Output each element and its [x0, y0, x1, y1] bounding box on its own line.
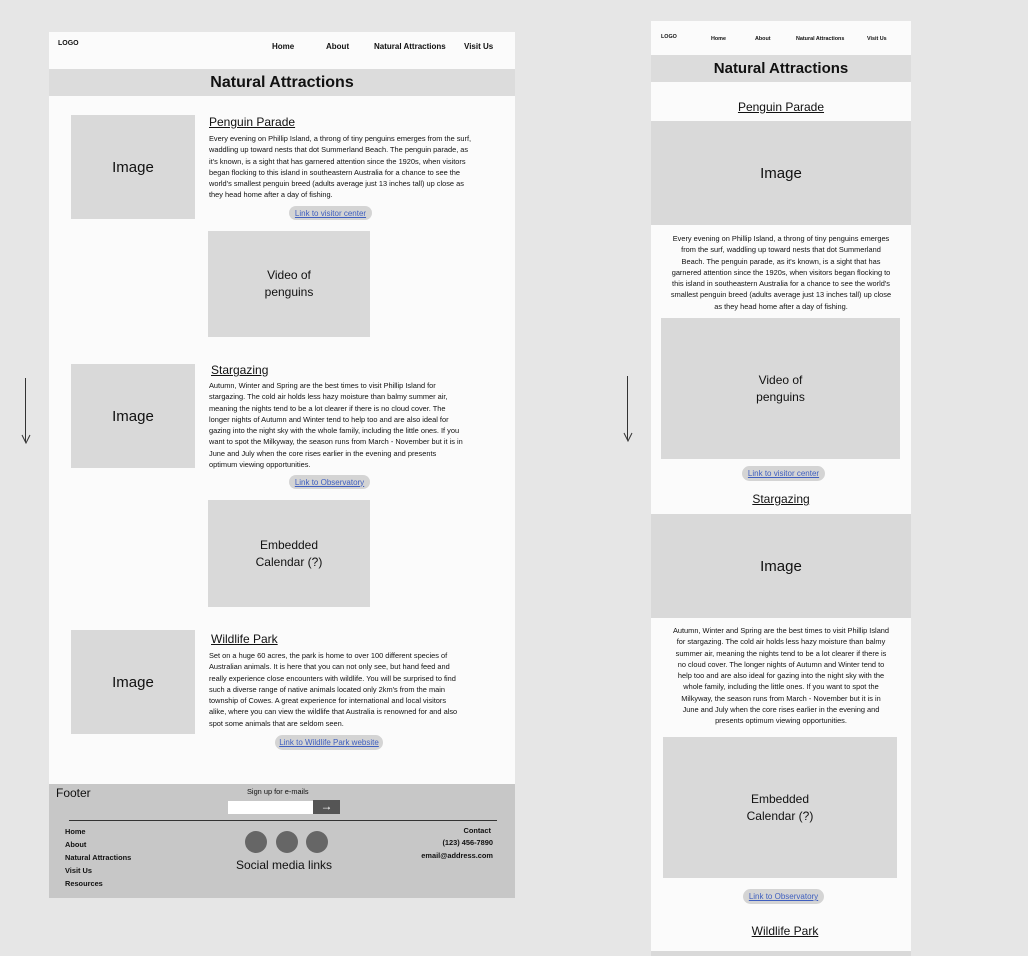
desktop-nav-visit-us[interactable]: Visit Us: [464, 42, 494, 51]
scroll-down-arrow-icon-mobile: [622, 376, 634, 442]
social-icon-3[interactable]: [306, 831, 328, 853]
desktop-title-bar: [49, 69, 515, 96]
footer-link-about[interactable]: About: [65, 840, 87, 849]
footer-submit-button[interactable]: [313, 800, 340, 814]
mobile-stargazing-title[interactable]: Stargazing: [752, 492, 810, 506]
desktop-page-title: Natural Attractions: [210, 73, 354, 91]
mobile-nav-about[interactable]: About: [755, 36, 771, 42]
desktop-nav-natural-attractions[interactable]: Natural Attractions: [374, 42, 446, 51]
footer-link-home[interactable]: Home: [65, 827, 86, 836]
desktop-link-visitor-center[interactable]: Link to visitor center: [289, 206, 372, 220]
desktop-logo[interactable]: LOGO: [58, 40, 79, 47]
footer-divider: [69, 820, 497, 821]
footer-email-input[interactable]: [228, 801, 313, 814]
mobile-stargazing-text: Autumn, Winter and Spring are the best times to visit Phillip Island for stargazing. The cold air holds less hazy moisture than balmy summer air, meaning the nights tend to be a lot clearer if there is no cloud cover. The longer nights of Autumn and Winter tend to help too and are also ideal for gazing into the night sky with the whole family, including the little ones. If you want to spot the Milkyway, the season runs from March - November but it is in June and July when the core rises earlier in the evening and presents optimum viewing opportunities.: [672, 626, 890, 726]
desktop-stargazing-title[interactable]: Stargazing: [211, 363, 269, 377]
mobile-page-title: Natural Attractions: [713, 60, 849, 77]
footer-contact-title: Contact: [463, 826, 491, 835]
mobile-link-observatory[interactable]: Link to Observatory: [743, 889, 824, 904]
mobile-embedded-calendar: Embedded Calendar (?): [663, 737, 897, 878]
footer-label: Footer: [56, 786, 91, 800]
footer-social-label: Social media links: [236, 858, 333, 872]
footer-signup-label: Sign up for e-mails: [247, 787, 309, 796]
footer-link-visit-us[interactable]: Visit Us: [65, 866, 92, 875]
desktop-wildlife-title[interactable]: Wildlife Park: [211, 632, 278, 646]
social-icon-1[interactable]: [245, 831, 267, 853]
footer-contact-email[interactable]: email@address.com: [421, 851, 493, 860]
desktop-wildlife-image: Image: [71, 630, 195, 734]
desktop-video-penguins: Video of penguins: [208, 231, 370, 337]
desktop-footer: [49, 784, 515, 898]
mobile-wildlife-title[interactable]: Wildlife Park: [751, 924, 819, 938]
desktop-nav-about[interactable]: About: [326, 42, 350, 51]
mobile-title-bar: [651, 55, 911, 82]
desktop-wildlife-text: Set on a huge 60 acres, the park is home to over 100 different species of Australian animals. It is here that you can not only see, but hand feed and really experience close encounters with wildlife. You will be surprised to find such a diverse range of native animals located only 2km's from the main township of Cowes. A great experience for international and local visitors alike, where you can view the wildlife that Australia is renowned for and also spot some animals that are seldom seen.: [209, 651, 458, 728]
desktop-nav-home[interactable]: Home: [272, 42, 295, 51]
mobile-penguin-text: Every evening on Phillip Island, a throng of tiny penguins emerges from the surf, waddling up toward nests that dot Summerland Beach. The penguin parade, as it's known, is a sight that has garnered attention since the 1920s, when visitors began flocking to this island in southeastern Australia for a chance to see the world's smallest penguin breed (adults average just 13 inches tall) up close as they head home after a day of fishing.: [670, 234, 892, 311]
desktop-stargazing-text: Autumn, Winter and Spring are the best times to visit Phillip Island for stargazing. The cold air holds less hazy moisture than balmy summer air, meaning the nights tend to be a lot clearer if there is no cloud cover. The longer nights of Autumn and Winter tend to help too and are also ideal for gazing into the night sky with the whole family, including the little ones. If you want to spot the Milkyway, the season runs from March - November but it is in June and July when the core rises earlier in the evening and presents optimum viewing opportunities.: [209, 381, 463, 470]
footer-link-natural-attractions[interactable]: Natural Attractions: [65, 853, 132, 862]
mobile-nav-natural-attractions[interactable]: Natural Attractions: [796, 36, 845, 42]
mobile-penguin-image: Image: [651, 121, 911, 225]
social-icon-2[interactable]: [276, 831, 298, 853]
mobile-penguin-title[interactable]: Penguin Parade: [737, 100, 825, 114]
mobile-stargazing-image: Image: [651, 514, 911, 618]
scroll-down-arrow-icon: [20, 378, 32, 444]
mobile-video-penguins: Video of penguins: [661, 318, 900, 459]
mobile-nav-home[interactable]: Home: [711, 36, 726, 42]
desktop-penguin-text: Every evening on Phillip Island, a throng of tiny penguins emerges from the surf, waddling up toward nests that dot Summerland Beach. The penguin parade, as it's known, is a sight that has garnered attention since the 1920s, when visitors began flocking to this island in southeastern Australia for a chance to see the world's smallest penguin breed (adults average just 13 inches tall) up close as they head home after a day of fishing.: [209, 134, 472, 200]
desktop-stargazing-image: Image: [71, 364, 195, 468]
desktop-penguin-image: Image: [71, 115, 195, 219]
footer-link-resources[interactable]: Resources: [65, 879, 103, 888]
arrow-right-icon: →: [320, 799, 333, 813]
desktop-embedded-calendar: Embedded Calendar (?): [208, 500, 370, 607]
mobile-nav-visit-us[interactable]: Visit Us: [867, 36, 887, 42]
mobile-wildlife-image-edge: [651, 951, 911, 956]
desktop-frame: [49, 32, 515, 898]
mobile-frame: [651, 21, 911, 956]
desktop-link-wildlife-park[interactable]: Link to Wildlife Park website: [275, 735, 383, 750]
desktop-penguin-title[interactable]: Penguin Parade: [209, 115, 296, 129]
mobile-logo[interactable]: LOGO: [661, 34, 677, 40]
footer-contact-phone: (123) 456-7890: [442, 838, 493, 847]
mobile-link-visitor-center[interactable]: Link to visitor center: [742, 466, 825, 481]
desktop-link-observatory[interactable]: Link to Observatory: [289, 475, 370, 489]
